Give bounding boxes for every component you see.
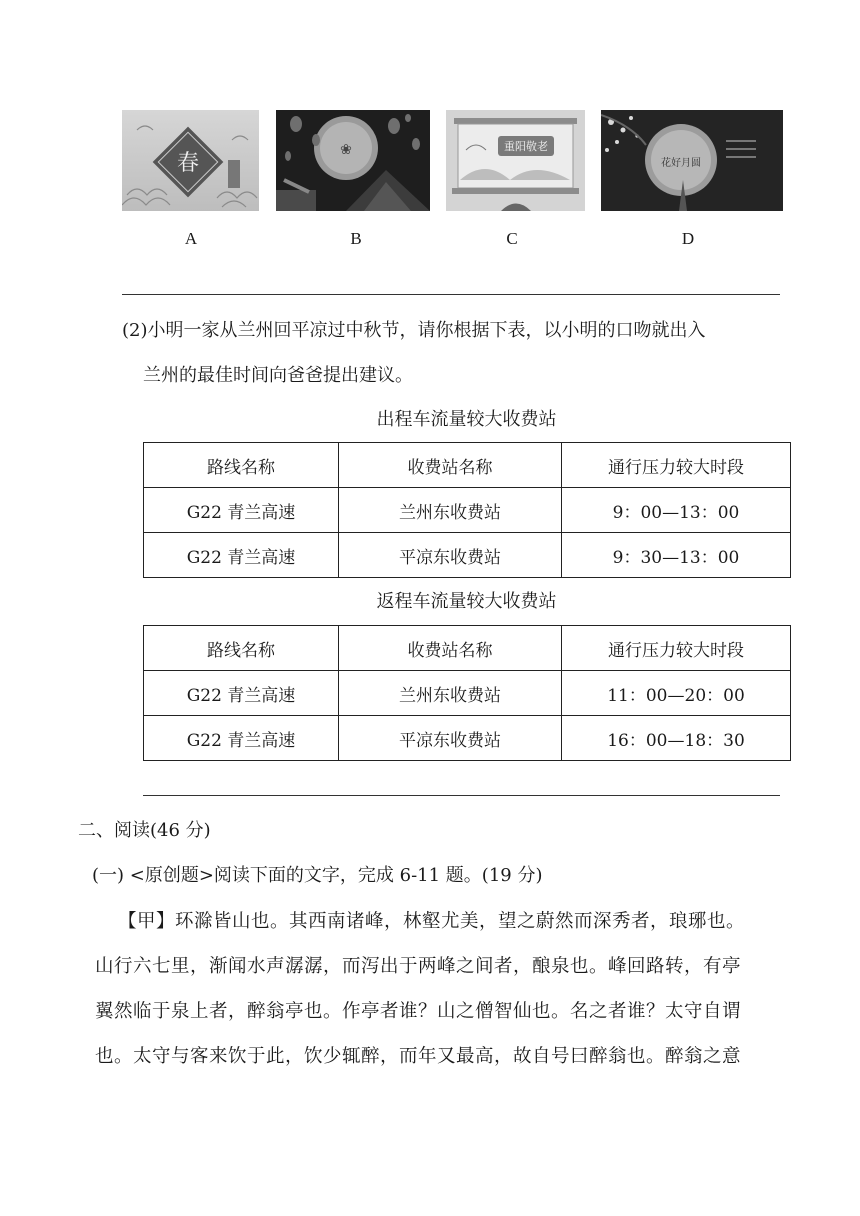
question-2-line-2: 兰州的最佳时间向爸爸提出建议。 [143,365,413,386]
table-cell: 9：00—13：00 [562,488,791,533]
table-cell: 兰州东收费站 [339,671,562,716]
table-back [143,625,791,761]
figure-d-label: D [681,229,695,248]
svg-text:❀: ❀ [340,142,352,158]
table-row [144,716,791,761]
spring-festival-couplet-icon [122,110,259,211]
answer-line-1 [122,294,780,295]
table-header-cell: 路线名称 [144,443,339,488]
table-out [143,442,791,578]
table-cell: 11：00—20：00 [562,671,791,716]
table-cell: G22 青兰高速 [144,488,339,533]
table-cell: 平凉东收费站 [339,716,562,761]
mid-autumn-moon-icon [601,110,783,211]
table-back-title: 返程车流量较大收费站 [376,591,557,612]
table-row [144,671,791,716]
question-2-line-1: (2)小明一家从兰州回平凉过中秋节，请你根据下表，以小明的口吻就出入 [122,320,706,341]
c-title: 重阳敬老 [504,140,548,153]
table-out-title: 出程车流量较大收费站 [376,409,557,430]
figure-b [276,110,430,211]
table-header-cell: 路线名称 [144,626,339,671]
table-cell: G22 青兰高速 [144,716,339,761]
table-cell: 兰州东收费站 [339,488,562,533]
table-row [144,488,791,533]
answer-line-2 [143,795,780,796]
table-header-cell: 收费站名称 [339,443,562,488]
a-character: 春 [176,151,200,176]
table-cell: G22 青兰高速 [144,671,339,716]
figure-b-label: B [350,229,362,248]
passage-line-1: 【甲】环滁皆山也。其西南诸峰，林壑尤美，望之蔚然而深秀者，琅琊也。 [118,911,746,932]
figure-a [122,110,259,211]
table-header-cell: 通行压力较大时段 [562,626,791,671]
table-cell: G22 青兰高速 [144,533,339,578]
passage-line-2: 山行六七里，渐闻水声潺潺，而泻出于两峰之间者，酿泉也。峰回路转，有亭 [95,956,742,977]
lantern-night-icon [276,110,430,211]
passage-line-3: 翼然临于泉上者，醉翁亭也。作亭者谁？山之僧智仙也。名之者谁？太守自谓 [95,1001,742,1022]
figure-c-label: C [506,229,518,248]
figure-a-label: A [184,229,198,248]
section-heading: 二、阅读(46 分) [78,820,211,841]
section-subheading: (一) <原创题>阅读下面的文字，完成 6-11 题。(19 分) [92,865,543,886]
figure-d [601,110,783,211]
table-cell: 16：00—18：30 [562,716,791,761]
table-header-cell: 收费站名称 [339,626,562,671]
figure-c [446,110,585,211]
table-header-row [144,626,791,671]
table-cell: 9：30—13：00 [562,533,791,578]
double-ninth-scroll-icon [446,110,585,211]
table-header-cell: 通行压力较大时段 [562,443,791,488]
d-title: 花好月圆 [661,158,701,169]
passage-line-4: 也。太守与客来饮于此，饮少辄醉，而年又最高，故自号曰醉翁也。醉翁之意 [95,1046,742,1067]
table-cell: 平凉东收费站 [339,533,562,578]
table-header-row [144,443,791,488]
table-row [144,533,791,578]
